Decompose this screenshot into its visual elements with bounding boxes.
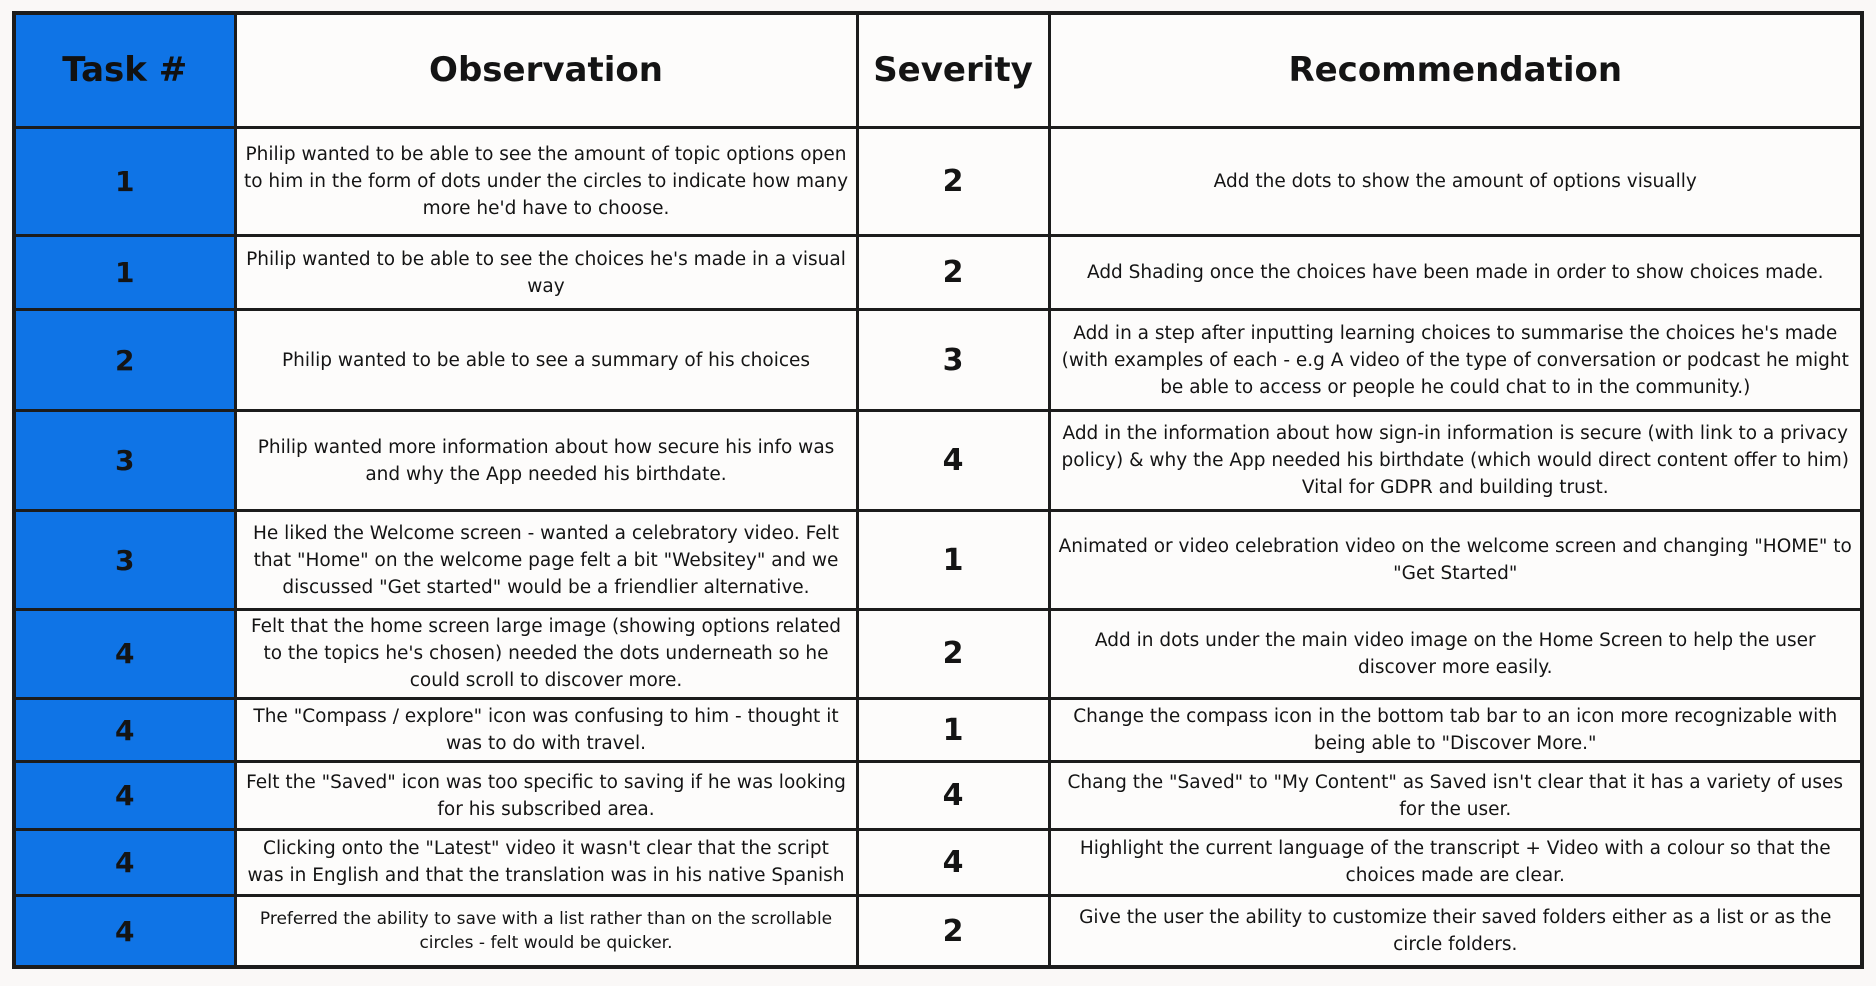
table-row [14,511,1862,609]
table-row [14,699,1862,762]
table-row [14,410,1862,510]
table-row [14,896,1862,967]
recommendation-cell: Add in dots under the main video image on the Home Screen to help the user discover more easily. [1049,609,1862,698]
observation-cell: He liked the Welcome screen - wanted a celebratory video. Felt that "Home" on the welcome page felt a bit "Websitey" and we discussed "Get started" would be a friendlier alternative. [235,511,857,609]
recommendation-cell: Animated or video celebration video on the welcome screen and changing "HOME" to "Get Started" [1049,511,1862,609]
table-header-row [14,13,1862,127]
observation-cell: Philip wanted more information about how secure his info was and why the App needed his birthdate. [235,410,857,510]
severity-cell: 1 [857,699,1049,762]
recommendation-cell: Add in a step after inputting learning choices to summarise the choices he's made (with examples of each - e.g A video of the type of conversation or podcast he might be able to access or people he could chat to in the community.) [1049,310,1862,410]
severity-cell: 2 [857,609,1049,698]
severity-cell: 2 [857,127,1049,236]
severity-cell: 4 [857,410,1049,510]
severity-cell: 3 [857,310,1049,410]
recommendation-cell: Give the user the ability to customize their saved folders either as a list or as the circle folders. [1049,896,1862,967]
severity-cell: 4 [857,829,1049,895]
observation-cell: Philip wanted to be able to see the choices he's made in a visual way [235,236,857,310]
task-number-cell: 4 [14,829,235,895]
task-number-cell: 1 [14,127,235,236]
recommendation-header: Recommendation [1049,13,1862,127]
severity-cell: 2 [857,896,1049,967]
task-number-cell: 4 [14,896,235,967]
observation-cell: Preferred the ability to save with a list rather than on the scrollable circles - felt would be quicker. [235,896,857,967]
recommendation-cell: Chang the "Saved" to "My Content" as Saved isn't clear that it has a variety of uses for the user. [1049,762,1862,829]
observation-header: Observation [235,13,857,127]
observation-cell: The "Compass / explore" icon was confusing to him - thought it was to do with travel. [235,699,857,762]
recommendation-cell: Highlight the current language of the transcript + Video with a colour so that the choices made are clear. [1049,829,1862,895]
table-row [14,310,1862,410]
observation-cell: Felt the "Saved" icon was too specific to saving if he was looking for his subscribed area. [235,762,857,829]
severity-cell: 2 [857,236,1049,310]
task-number-cell: 4 [14,762,235,829]
task-number-header: Task # [14,13,235,127]
observation-cell: Philip wanted to be able to see a summary of his choices [235,310,857,410]
usability-findings-table [12,11,1864,969]
observation-cell: Felt that the home screen large image (showing options related to the topics he's chosen) needed the dots underneath so he could scroll to discover more. [235,609,857,698]
severity-cell: 4 [857,762,1049,829]
severity-cell: 1 [857,511,1049,609]
severity-header: Severity [857,13,1049,127]
recommendation-cell: Add Shading once the choices have been made in order to show choices made. [1049,236,1862,310]
table-row [14,127,1862,236]
recommendation-cell: Add the dots to show the amount of options visually [1049,127,1862,236]
table-row [14,762,1862,829]
task-number-cell: 4 [14,609,235,698]
table-row [14,609,1862,698]
task-number-cell: 3 [14,410,235,510]
task-number-cell: 3 [14,511,235,609]
task-number-cell: 4 [14,699,235,762]
observation-cell: Philip wanted to be able to see the amount of topic options open to him in the form of dots under the circles to indicate how many more he'd have to choose. [235,127,857,236]
table-row [14,829,1862,895]
task-number-cell: 2 [14,310,235,410]
task-number-cell: 1 [14,236,235,310]
recommendation-cell: Change the compass icon in the bottom tab bar to an icon more recognizable with being able to "Discover More." [1049,699,1862,762]
table-row [14,236,1862,310]
observation-cell: Clicking onto the "Latest" video it wasn't clear that the script was in English and that the translation was in his native Spanish [235,829,857,895]
recommendation-cell: Add in the information about how sign-in information is secure (with link to a privacy policy) & why the App needed his birthdate (which would direct content offer to him) Vital for GDPR and building trust. [1049,410,1862,510]
